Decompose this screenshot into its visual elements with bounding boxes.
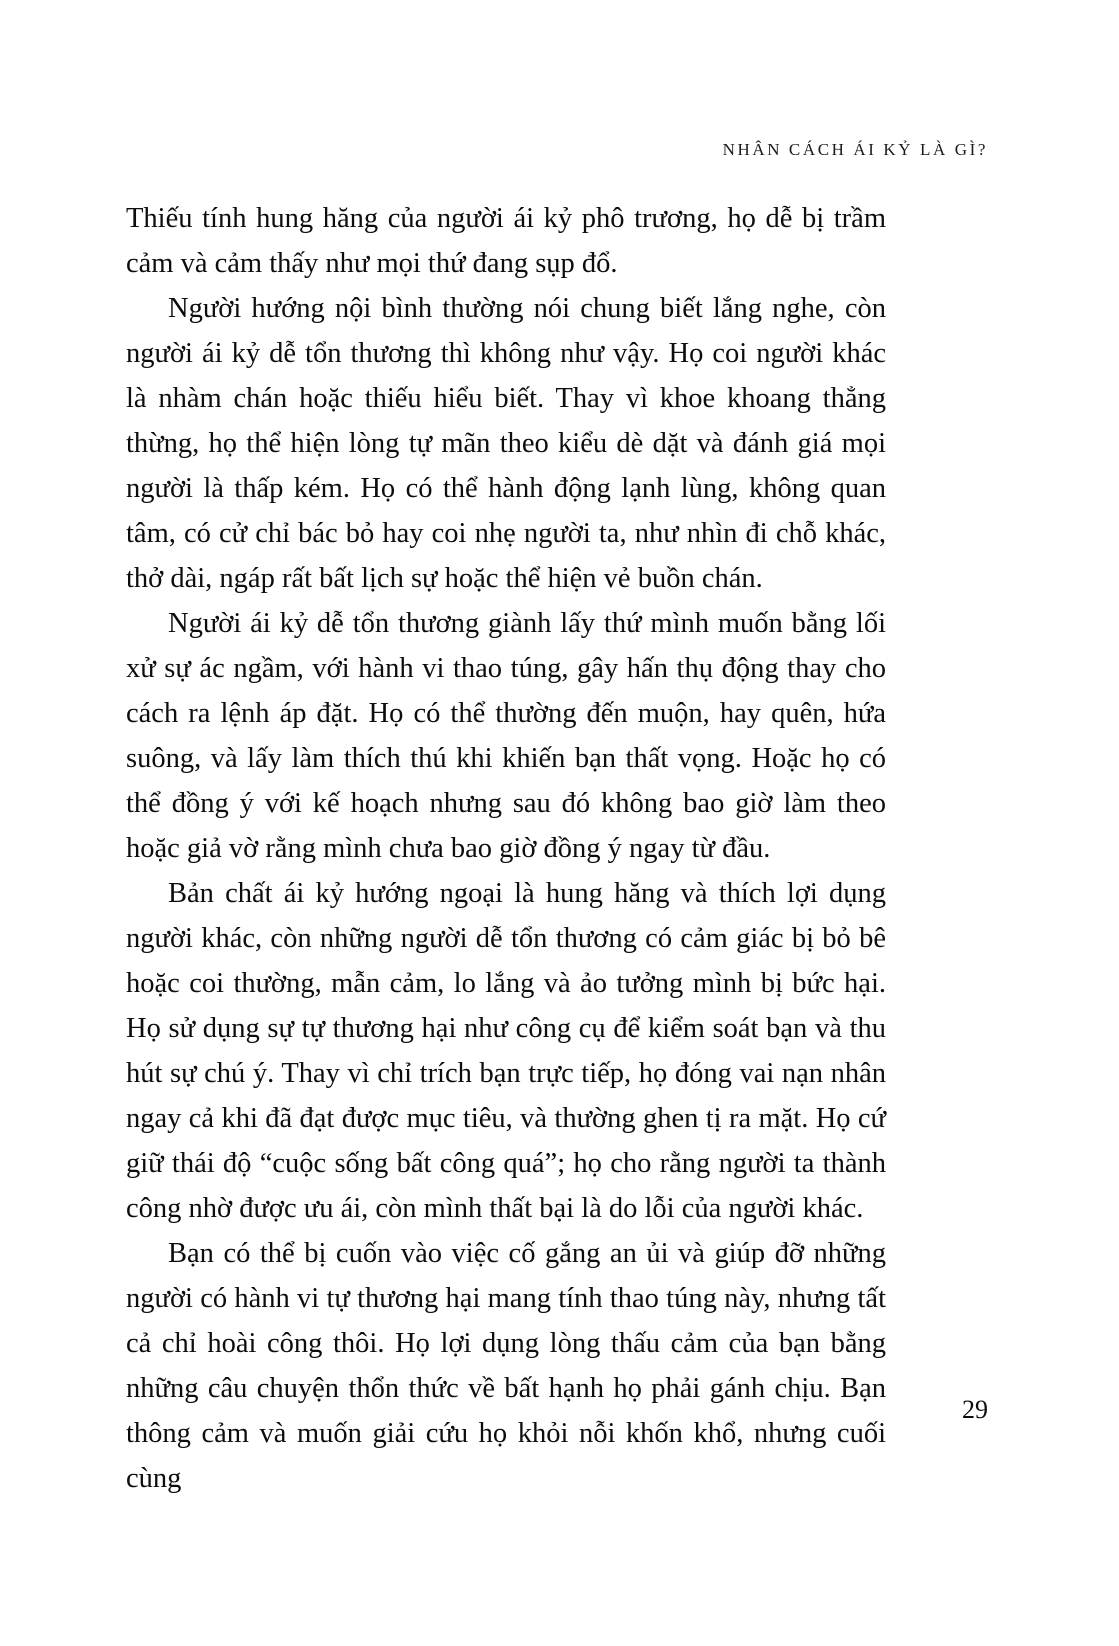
paragraph: Bản chất ái kỷ hướng ngoại là hung hăng và thích lợi dụng người khác, còn những người dễ tổn thương có cảm giác bị bỏ bê hoặc coi thường, mẫn cảm, lo lắng và ảo tưởng mình bị bức hại. Họ sử dụng sự tự thương hại như công cụ để kiểm soát bạn và thu hút sự chú ý. Thay vì chỉ trích bạn trực tiếp, họ đóng vai nạn nhân ngay cả khi đã đạt được mục tiêu, và thường ghen tị ra mặt. Họ cứ giữ thái độ “cuộc sống bất công quá”; họ cho rằng người ta thành công nhờ được ưu ái, còn mình thất bại là do lỗi của người khác. (126, 878, 886, 1224)
paragraph: Người hướng nội bình thường nói chung biết lắng nghe, còn người ái kỷ dễ tổn thương thì không như vậy. Họ coi người khác là nhàm chán hoặc thiếu hiểu biết. Thay vì khoe khoang thẳng thừng, họ thể hiện lòng tự mãn theo kiểu dè dặt và đánh giá mọi người là thấp kém. Họ có thể hành động lạnh lùng, không quan tâm, có cử chỉ bác bỏ hay coi nhẹ người ta, như nhìn đi chỗ khác, thở dài, ngáp rất bất lịch sự hoặc thể hiện vẻ buồn chán. (126, 293, 886, 594)
paragraph: Bạn có thể bị cuốn vào việc cố gắng an ủi và giúp đỡ những người có hành vi tự thương hại mang tính thao túng này, nhưng tất cả chỉ hoài công thôi. Họ lợi dụng lòng thấu cảm của bạn bằng những câu chuyện thổn thức về bất hạnh họ phải gánh chịu. Bạn thông cảm và muốn giải cứu họ khỏi nỗi khốn khổ, nhưng cuối cùng (126, 1238, 886, 1494)
running-head: NHÂN CÁCH ÁI KỶ LÀ GÌ? (722, 140, 988, 159)
paragraph: Người ái kỷ dễ tổn thương giành lấy thứ mình muốn bằng lối xử sự ác ngầm, với hành vi thao túng, gây hấn thụ động thay cho cách ra lệnh áp đặt. Họ có thể thường đến muộn, hay quên, hứa suông, và lấy làm thích thú khi khiến bạn thất vọng. Hoặc họ có thể đồng ý với kế hoạch nhưng sau đó không bao giờ làm theo hoặc giả vờ rằng mình chưa bao giờ đồng ý ngay từ đầu. (126, 608, 886, 864)
paragraph: Thiếu tính hung hăng của người ái kỷ phô trương, họ dễ bị trầm cảm và cảm thấy như mọi thứ đang sụp đổ. (126, 203, 886, 279)
page-number: 29 (962, 1395, 988, 1424)
body-text (126, 196, 886, 1501)
